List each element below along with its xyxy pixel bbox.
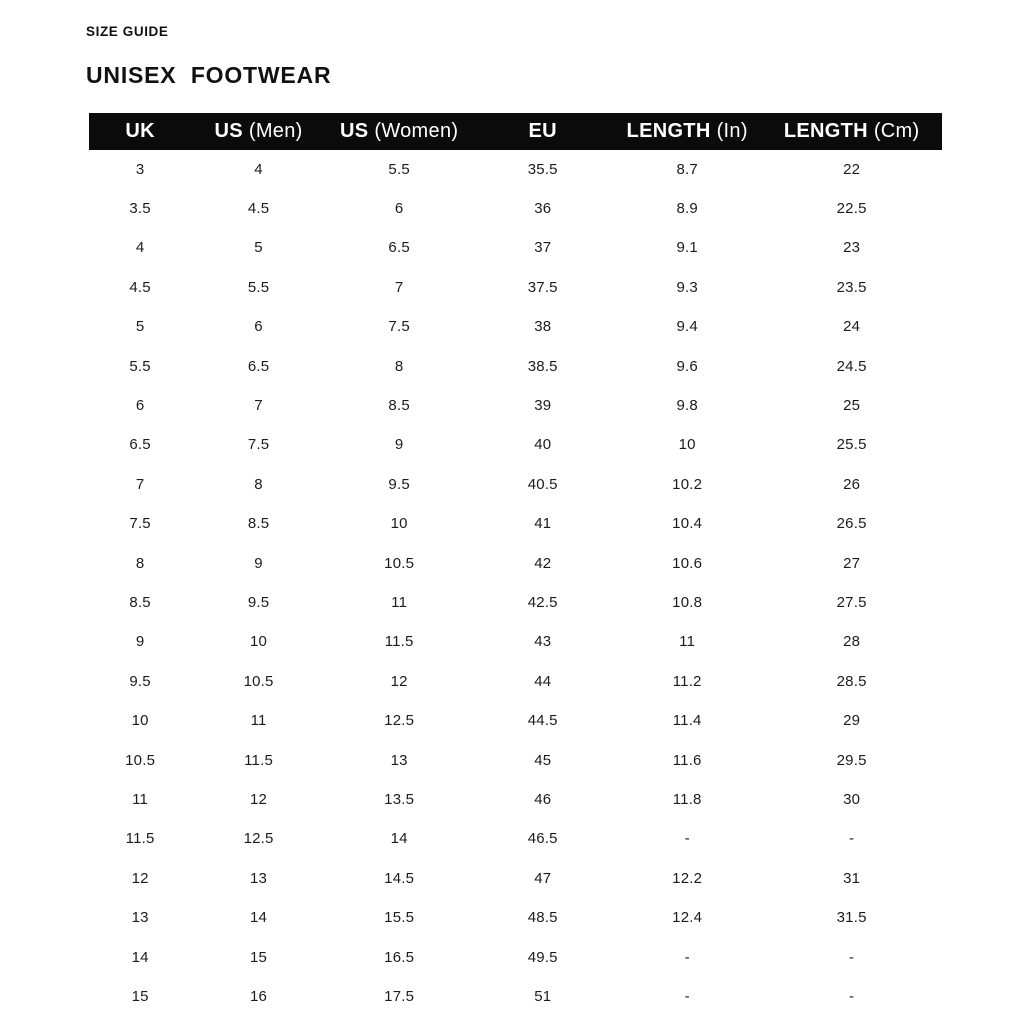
table-cell: 7 [394, 278, 404, 296]
table-cell: 11 [679, 633, 696, 651]
table-cell: 10.8 [672, 593, 703, 611]
table-cell: 9.4 [676, 318, 698, 336]
table-cell: 7.5 [129, 515, 151, 533]
table-cell: 9.8 [676, 397, 698, 415]
table-cell: 17.5 [384, 987, 415, 1005]
table-cell: 44.5 [527, 712, 558, 730]
table-cell: 12.4 [672, 909, 703, 927]
table-cell: 39 [534, 397, 552, 415]
page-title: UNISEX FOOTWEAR [86, 61, 332, 88]
table-cell: - [684, 830, 690, 848]
table-row [89, 504, 942, 543]
table-cell: 6.5 [247, 357, 270, 375]
table-cell: 6.5 [388, 239, 410, 257]
table-cell: 30 [843, 790, 861, 808]
table-cell: 3.5 [129, 200, 151, 218]
table-row [89, 662, 942, 701]
table-cell: 13 [131, 909, 149, 927]
table-cell: 45 [534, 751, 552, 769]
table-cell: 12 [131, 869, 149, 887]
table-cell: 26.5 [836, 515, 867, 533]
table-cell: 4.5 [247, 200, 270, 218]
table-cell: 11 [250, 712, 267, 730]
table-cell: 38 [534, 318, 552, 336]
table-cell: 24 [843, 318, 861, 336]
table-cell: 9.6 [676, 357, 698, 375]
table-cell: 24.5 [836, 357, 867, 375]
table-cell: 28 [843, 633, 861, 651]
table-cell: 10.2 [672, 475, 703, 493]
table-row [89, 465, 942, 504]
table-cell: 9 [254, 554, 263, 572]
table-row [89, 346, 942, 385]
table-cell: 9.1 [676, 239, 698, 257]
table-cell: 14.5 [384, 869, 415, 887]
table-cell: 11.5 [384, 633, 414, 651]
table-cell: 12.2 [672, 869, 703, 887]
table-cell: 14 [131, 948, 149, 966]
table-cell: 8 [254, 475, 263, 493]
table-cell: 5.5 [129, 357, 151, 375]
table-cell: 13 [390, 751, 408, 769]
table-cell: 42 [534, 554, 552, 572]
table-cell: 8.9 [676, 200, 698, 218]
table-cell: - [849, 830, 855, 848]
table-row [89, 150, 942, 189]
table-cell: 4.5 [129, 278, 151, 296]
table-cell: - [684, 948, 690, 966]
table-cell: 14 [390, 830, 408, 848]
table-cell: 11.4 [672, 712, 702, 730]
table-cell: 12.5 [384, 712, 415, 730]
table-row [89, 307, 942, 346]
table-cell: 22 [843, 160, 861, 178]
table-cell: 7 [135, 475, 145, 493]
table-cell: 9.5 [388, 475, 410, 493]
table-cell: 16 [250, 987, 268, 1005]
header-row [89, 113, 942, 150]
table-cell: 5.5 [388, 160, 410, 178]
table-cell: 14 [250, 909, 268, 927]
table-row [89, 819, 942, 858]
table-cell: 11.5 [244, 751, 273, 769]
table-cell: 5 [254, 239, 263, 257]
table-cell: 26 [843, 475, 861, 493]
table-cell: 9.5 [247, 593, 270, 611]
table-cell: 4 [254, 160, 263, 178]
table-cell: 10.5 [384, 554, 415, 572]
table-cell: 12.5 [243, 830, 274, 848]
table-row [89, 977, 942, 1016]
table-cell: - [849, 987, 855, 1005]
table-cell: 10.4 [672, 515, 703, 533]
table-row [89, 859, 942, 898]
table-cell: 11.8 [672, 790, 702, 808]
table-cell: 40 [534, 436, 552, 454]
table-row [89, 898, 942, 937]
table-cell: 10.5 [243, 672, 274, 690]
table-cell: 31 [843, 869, 861, 887]
table-cell: 15.5 [384, 909, 415, 927]
table-row [89, 740, 942, 779]
table-cell: 5.5 [247, 278, 270, 296]
table-cell: 22.5 [836, 200, 867, 218]
table-cell: - [684, 987, 690, 1005]
table-cell: 11.5 [125, 830, 155, 848]
table-cell: 12 [390, 672, 408, 690]
table-cell: 29.5 [836, 751, 867, 769]
table-cell: 23 [843, 239, 861, 257]
table-row [89, 425, 942, 464]
table-cell: 43 [534, 633, 552, 651]
table-cell: 16.5 [384, 948, 415, 966]
column-header-us-women: US (Women) [339, 119, 459, 142]
table-row [89, 268, 942, 307]
size-table-body [89, 150, 942, 1017]
table-cell: 49.5 [527, 948, 558, 966]
column-header-uk: UK [125, 119, 155, 142]
table-cell: 42.5 [527, 593, 558, 611]
table-cell: 11 [132, 790, 149, 808]
table-cell: 8 [135, 554, 145, 572]
table-cell: 37 [534, 239, 552, 257]
size-table-header [89, 113, 942, 150]
table-cell: - [849, 948, 855, 966]
table-cell: 9.3 [676, 278, 698, 296]
table-cell: 10.6 [672, 554, 703, 572]
table-row [89, 386, 942, 425]
table-cell: 8 [394, 357, 404, 375]
table-cell: 11.2 [672, 672, 702, 690]
table-cell: 8.5 [129, 593, 151, 611]
table-cell: 29 [843, 712, 861, 730]
table-cell: 46.5 [527, 830, 558, 848]
table-cell: 9.5 [129, 672, 151, 690]
table-cell: 41 [534, 515, 552, 533]
table-cell: 12 [250, 790, 268, 808]
size-guide-label: SIZE GUIDE [86, 24, 169, 39]
table-row [89, 780, 942, 819]
table-row [89, 937, 942, 976]
table-cell: 13 [250, 869, 268, 887]
table-cell: 8.7 [676, 160, 698, 178]
table-cell: 15 [250, 948, 268, 966]
table-cell: 10.5 [125, 751, 156, 769]
table-cell: 48.5 [527, 909, 558, 927]
table-cell: 6 [135, 397, 145, 415]
table-cell: 10 [678, 436, 696, 454]
table-cell: 31.5 [836, 909, 867, 927]
column-header-us-men: US (Men) [214, 119, 303, 142]
table-cell: 8.5 [388, 397, 410, 415]
column-header-length-in: LENGTH (In) [626, 119, 748, 142]
table-cell: 28.5 [836, 672, 867, 690]
table-cell: 7.5 [388, 318, 410, 336]
table-cell: 6.5 [129, 436, 151, 454]
table-row [89, 189, 942, 228]
table-cell: 6 [394, 200, 404, 218]
table-cell: 9 [394, 436, 404, 454]
table-cell: 51 [534, 987, 552, 1005]
column-header-length-cm: LENGTH (Cm) [783, 119, 920, 142]
column-header-eu: EU [528, 119, 557, 142]
table-row [89, 543, 942, 582]
table-cell: 5 [135, 318, 145, 336]
table-cell: 10 [390, 515, 408, 533]
table-cell: 4 [135, 239, 145, 257]
table-cell: 23.5 [836, 278, 867, 296]
table-cell: 15 [131, 987, 149, 1005]
table-cell: 7.5 [247, 436, 270, 454]
table-row [89, 583, 942, 622]
table-cell: 27.5 [836, 593, 867, 611]
table-cell: 9 [135, 633, 145, 651]
table-cell: 25 [843, 397, 861, 415]
table-cell: 3 [135, 160, 145, 178]
table-cell: 10 [250, 633, 268, 651]
table-cell: 6 [254, 318, 263, 336]
table-row [89, 228, 942, 267]
table-cell: 11 [391, 593, 408, 611]
table-cell: 27 [843, 554, 861, 572]
table-cell: 46 [534, 790, 552, 808]
table-cell: 40.5 [527, 475, 558, 493]
table-cell: 47 [534, 869, 552, 887]
table-cell: 7 [254, 397, 263, 415]
table-row [89, 701, 942, 740]
table-cell: 44 [534, 672, 552, 690]
table-cell: 38.5 [527, 357, 558, 375]
size-table [89, 113, 942, 1017]
table-cell: 37.5 [527, 278, 558, 296]
table-row [89, 622, 942, 661]
table-cell: 35.5 [527, 160, 558, 178]
table-cell: 11.6 [672, 751, 702, 769]
table-cell: 8.5 [247, 515, 270, 533]
table-cell: 10 [131, 712, 149, 730]
table-cell: 13.5 [384, 790, 415, 808]
table-cell: 36 [534, 200, 552, 218]
table-cell: 25.5 [836, 436, 867, 454]
